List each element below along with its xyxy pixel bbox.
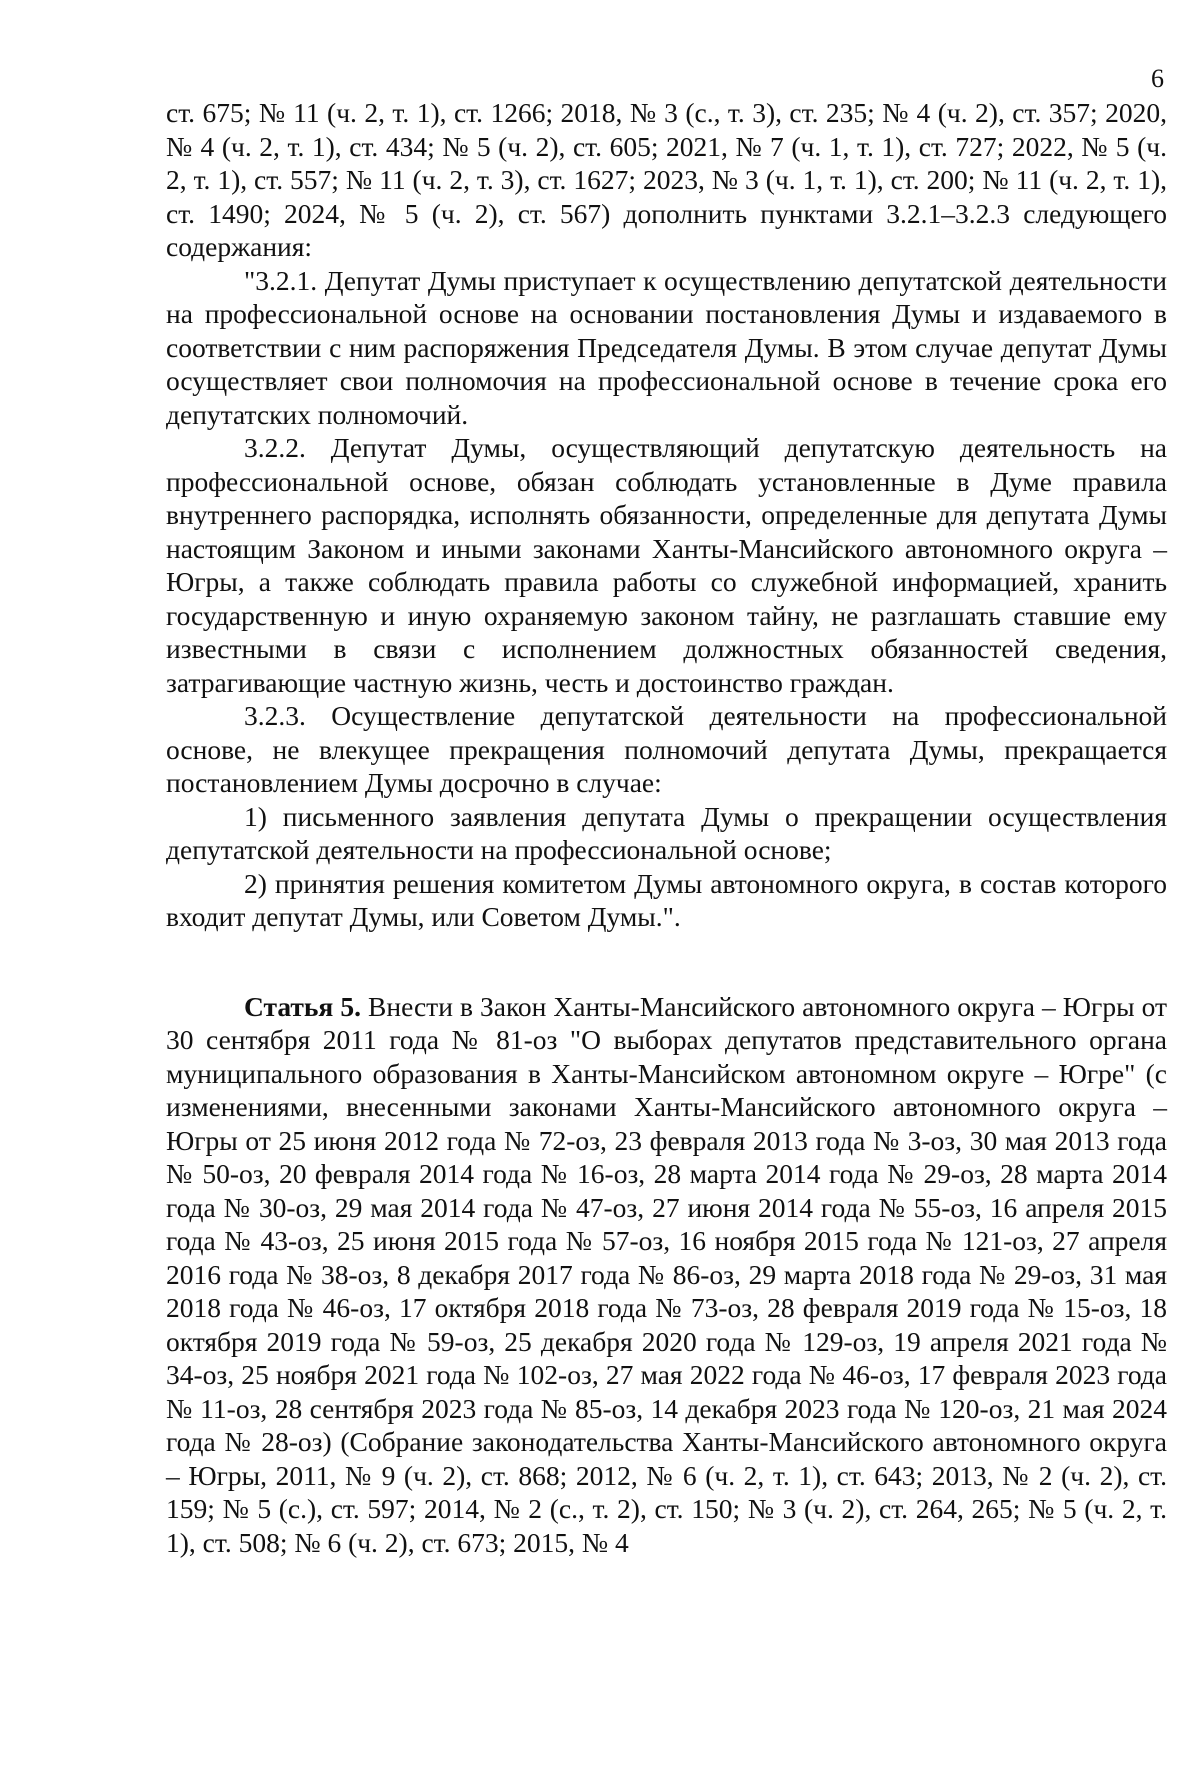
article-label: Статья 5. <box>244 990 361 1022</box>
paragraph-3-2-3: 3.2.3. Осуществление депутатской деятельности на профессиональной основе, не влекущее прекращения полномочий депутата Думы, прекращается постановлением Думы досрочно в случае: <box>166 700 1167 798</box>
paragraph-gap <box>166 934 1167 990</box>
paragraph-3-2-1: "3.2.1. Депутат Думы приступает к осуществлению депутатской деятельности на профессиональной основе на основании постановления Думы и издаваемого в соответствии с ним распоряжения Председателя Думы. В этом случае депутат Думы осуществляет свои полномочия на профессиональной основе в течение срока его депутатских полномочий. <box>166 264 1167 430</box>
article-5-text: Внести в Закон Ханты-Мансийского автономного округа – Югры от 30 сентября 2011 года № 81-оз "О выборах депутатов представительного органа муниципального образования в Ханты-Мансийском автономном округе – Югре" (с изменениями, внесенными законами Ханты-Мансийского автономного округа – Югры от 25 июня 2012 года № 72-оз, 23 февраля 2013 года № 3-оз, 30 мая 2013 года № 50-оз, 20 февраля 2014 года № 16-оз, 28 марта 2014 года № 29-оз, 28 марта 2014 года № 30-оз, 29 мая 2014 года № 47-оз, 27 июня 2014 года № 55-оз, 16 апреля 2015 года № 43-оз, 25 июня 2015 года № 57-оз, 16 ноября 2015 года № 121-оз, 27 апреля 2016 года № 38-оз, 8 декабря 2017 года № 86-оз, 29 марта 2018 года № 29-оз, 31 мая 2018 года № 46-оз, 17 октября 2018 года № 73-оз, 28 февраля 2019 года № 15-оз, 18 октября 2019 года № 59-оз, 25 декабря 2020 года № 129-оз, 19 апреля 2021 года № 34-оз, 25 ноября 2021 года № 102-оз, 27 мая 2022 года № 46-оз, 17 февраля 2023 года № 11-оз, 28 сентября 2023 года № 85-оз, 14 декабря 2023 года № 120-оз, 21 мая 2024 года № 28-оз) (Собрание законодательства Ханты-Мансийского автономного округа – Югры, 2011, № 9 (ч. 2), ст. 868; 2012, № 6 (ч. 2, т. 1), ст. 643; 2013, № 2 (ч. 2), ст. 159; № 5 (с.), ст. 597; 2014, № 2 (с., т. 2), ст. 150; № 3 (ч. 2), ст. 264, 265; № 5 (ч. 2, т. 1), ст. 508; № 6 (ч. 2), ст. 673; 2015, № 4 <box>166 990 1168 1558</box>
paragraph-references: ст. 675; № 11 (ч. 2, т. 1), ст. 1266; 2018, № 3 (с., т. 3), ст. 235; № 4 (ч. 2), ст. 357; 2020, № 4 (ч. 2, т. 1), ст. 434; № 5 (ч. 2), ст. 605; 2021, № 7 (ч. 1, т. 1), ст. 727; 2022, № 5 (ч. 2, т. 1), ст. 557; № 11 (ч. 2, т. 3), ст. 1627; 2023, № 3 (ч. 1, т. 1), ст. 200; № 11 (ч. 2, т. 1), ст. 1490; 2024, № 5 (ч. 2), ст. 567) дополнить пунктами 3.2.1–3.2.3 следующего содержания: <box>166 97 1167 262</box>
article-5-paragraph <box>166 990 1167 1560</box>
document-body <box>166 96 1167 1559</box>
paragraph-item-2: 2) принятия решения комитетом Думы автономного округа, в состав которого входит депутат Думы, или Советом Думы.". <box>166 867 1167 932</box>
paragraph-3-2-2: 3.2.2. Депутат Думы, осуществляющий депутатскую деятельность на профессиональной основе, обязан соблюдать установленные в Думе правила внутреннего распорядка, исполнять обязанности, определенные для депутата Думы настоящим Законом и иными законами Ханты-Мансийского автономного округа – Югры, а также соблюдать правила работы со служебной информацией, хранить государственную и иную охраняемую законом тайну, не разглашать ставшие ему известными в связи с исполнением должностных обязанностей сведения, затрагивающие частную жизнь, честь и достоинство граждан. <box>166 432 1167 698</box>
paragraph-item-1: 1) письменного заявления депутата Думы о прекращении осуществления депутатской деятельности на профессиональной основе; <box>166 800 1167 865</box>
page-number: 6 <box>1151 64 1164 93</box>
